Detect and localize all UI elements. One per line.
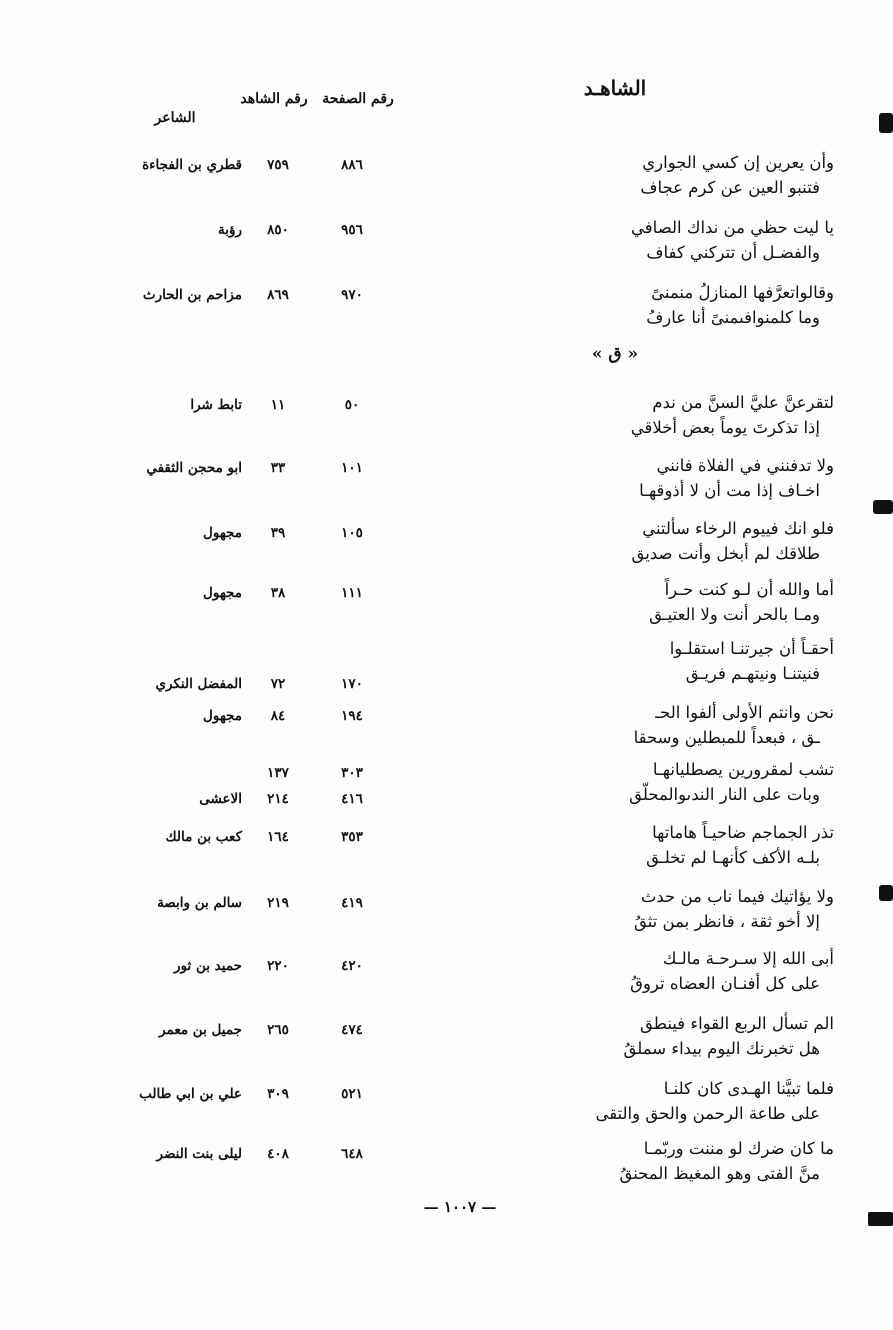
verse-second-hemistich: وبات على النار الندىوالمحلّق [629, 785, 820, 804]
poet-name: سالم بن وابصة [157, 895, 242, 911]
verse-first-hemistich: أحقـاً أن جيرتنـا استقلـوا [669, 639, 834, 658]
page-number: ٩٧٠ [341, 287, 363, 303]
poet-name: مجهول [203, 585, 242, 601]
verse-first-hemistich: ولا يؤاتيك فيما ناب من حدث [640, 887, 834, 906]
verse-entry [404, 1136, 834, 1186]
witness-number: ١٣٧ [267, 765, 289, 781]
verse-entry [404, 280, 834, 330]
verse-first-hemistich: فلما تبيَّنا الهـدى كان كلنـا [663, 1079, 834, 1098]
poet-name: الاعشى [199, 791, 242, 807]
verse-second-hemistich: منَّ الفتى وهو المغيظ المحنقُ [619, 1164, 820, 1183]
binding-mark [868, 1212, 893, 1226]
verse-first-hemistich: الم تسأل الربع القواء فينطق [640, 1014, 834, 1033]
verse-first-hemistich: تذر الجماجم ضاحيـاً هاماتها [652, 823, 834, 842]
verse-second-hemistich: والفضـل أن تتركني كفاف [646, 243, 820, 262]
verse-first-hemistich: ما كان ضرك لو مننت وربّمـا [643, 1139, 834, 1158]
witness-number: ٧٢ [270, 676, 286, 692]
page-number: ٥٢١ [341, 1086, 363, 1102]
page-number: ٣٥٣ [341, 829, 363, 845]
witness-number: ٣٨ [270, 585, 286, 601]
column-header-verse: الشاهـد [583, 76, 647, 100]
verse-second-hemistich: اخـاف إذا مت أن لا أذوقهـا [639, 481, 820, 500]
verse-first-hemistich: فلو انك فييوم الرخاء سألتني [642, 519, 834, 538]
verse-entry [404, 700, 834, 750]
page-number: ٤٢٠ [341, 958, 363, 974]
witness-number: ٨٤ [270, 708, 286, 724]
poet-name: مجهول [203, 708, 242, 724]
verse-first-hemistich: نحن وانتم الأولى ألفوا الحـ [655, 703, 834, 722]
verse-entry [404, 390, 834, 440]
page-number: ٦٤٨ [341, 1146, 363, 1162]
binding-mark [879, 885, 893, 901]
poet-name: مزاحم بن الحارث [142, 287, 242, 303]
verse-second-hemistich: على كل أفنـان العضاه تروقُ [630, 974, 820, 993]
column-header-poet: الشاعر [154, 110, 196, 126]
witness-number: ٣٩ [270, 525, 286, 541]
witness-number: ٢٢٠ [267, 958, 289, 974]
poet-name: المفضل النكري [155, 676, 242, 692]
verse-first-hemistich: ولا تدفنني في الفلاة فانني [656, 456, 834, 475]
witness-number-second: ٢١٤ [267, 791, 289, 807]
verse-second-hemistich: فنيتنـا ونيتهـم فريـق [685, 664, 820, 683]
witness-number: ٢١٩ [267, 895, 289, 911]
witness-number: ٤٠٨ [267, 1146, 289, 1162]
verse-entry [404, 820, 834, 870]
witness-number: ١٦٤ [267, 829, 289, 845]
verse-second-hemistich: ومـا بالحر أنت ولا العتيـق [649, 605, 820, 624]
witness-number: ٨٦٩ [267, 287, 289, 303]
poet-name: حميد بن ثور [174, 958, 242, 974]
page-number-second: ٤١٦ [341, 791, 363, 807]
poet-name: تابط شرا [190, 397, 242, 413]
verse-entry [404, 516, 834, 566]
verse-entry [404, 453, 834, 503]
verse-second-hemistich: على طاعة الرحمن والحق والتقى [595, 1104, 820, 1123]
section-letter-heading: « ق » [591, 344, 639, 364]
page-number: ١١١ [341, 585, 363, 601]
verse-entry [404, 884, 834, 934]
binding-mark [879, 113, 893, 133]
verse-second-hemistich: فتنبو العين عن كرم عجاف [640, 178, 820, 197]
column-header-page-number: رقم الصفحة [322, 91, 394, 107]
verse-first-hemistich: وأن يعرين إن كسي الجواري [642, 153, 834, 172]
poet-name: كعب بن مالك [165, 829, 242, 845]
poet-name: قطري بن الفجاءة [142, 157, 242, 173]
column-header-witness-number: رقم الشاهد [240, 91, 308, 107]
verse-second-hemistich: إلا أخو ثقة ، فانظر بمن تثقُ [633, 912, 820, 931]
poet-name: رؤبة [217, 222, 242, 238]
poet-name: ليلى بنت النضر [156, 1146, 242, 1162]
page-number: ١٠٥ [341, 525, 363, 541]
verse-first-hemistich: وقالواتعرَّفها المنازلُ منمنىً [651, 283, 834, 302]
verse-second-hemistich: ـق ، فبعداً للمبطلين وسحقا [633, 728, 820, 747]
verse-entry [404, 1076, 834, 1126]
page-number: ١٩٤ [341, 708, 363, 724]
page-number: ٤٧٤ [341, 1022, 363, 1038]
witness-number: ٢٦٥ [267, 1022, 289, 1038]
verse-entry [404, 150, 834, 200]
verse-first-hemistich: أبى الله إلا سـرحـة مالـك [662, 949, 834, 968]
page-number: ٩٥٦ [341, 222, 363, 238]
verse-second-hemistich: إذا تذكرتَ يوماً بعض أخلاقي [630, 418, 820, 437]
verse-entry [404, 215, 834, 265]
page-number: ٣٠٣ [341, 765, 363, 781]
poet-name: ابو محجن الثقفي [146, 460, 242, 476]
verse-entry [404, 946, 834, 996]
poet-name: مجهول [203, 525, 242, 541]
verse-second-hemistich: بلـه الأكف كأنهـا لم تخلـق [646, 848, 820, 867]
verse-entry [404, 577, 834, 627]
verse-second-hemistich: هل تخبرنك اليوم بيداء سملقُ [623, 1039, 820, 1058]
poet-name: جميل بن معمر [159, 1022, 242, 1038]
verse-first-hemistich: تشب لمقرورين يصطليانهـا [652, 760, 834, 779]
page-number: ٨٨٦ [341, 157, 363, 173]
page-number: ٤١٩ [341, 895, 363, 911]
verse-entry [404, 636, 834, 686]
verse-first-hemistich: أما والله أن لـو كنت حـراً [664, 580, 834, 599]
verse-first-hemistich: لتقرعنَّ عليَّ السنَّ من ندم [652, 393, 834, 412]
page-number-footer: — ١٠٠٧ — [423, 1198, 497, 1216]
poet-name: علي بن ابي طالب [139, 1086, 242, 1102]
witness-number: ٧٥٩ [267, 157, 289, 173]
witness-number: ٣٣ [270, 460, 286, 476]
verse-second-hemistich: طلاقك لم أبخل وأنت صديق [631, 544, 820, 563]
verse-entry [404, 1011, 834, 1061]
verse-second-hemistich: وما كلمنوافىمنىً أنا عارفُ [646, 308, 820, 327]
page-number: ١٧٠ [341, 676, 363, 692]
witness-number: ٣٠٩ [267, 1086, 289, 1102]
verse-entry [404, 757, 834, 807]
witness-number: ٨٥٠ [267, 222, 289, 238]
page-number: ١٠١ [341, 460, 363, 476]
page-number: ٥٠ [344, 397, 360, 413]
verse-first-hemistich: يا ليت حظي من نداك الصافي [631, 218, 834, 237]
binding-mark [873, 500, 893, 514]
witness-number: ١١ [270, 397, 286, 413]
